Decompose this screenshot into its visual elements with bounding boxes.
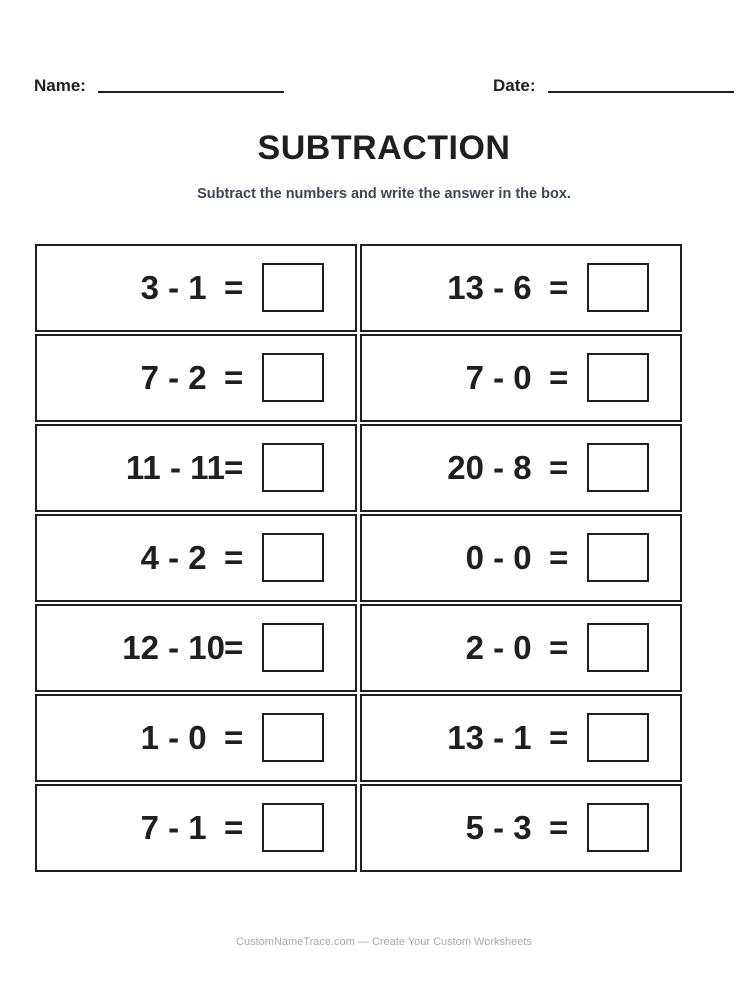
equals-sign: = [549, 719, 569, 756]
answer-box[interactable] [587, 263, 649, 312]
problem-expression: 0 - 0 [465, 539, 550, 576]
problem-expression: 7 - 1 [140, 809, 225, 846]
answer-box[interactable] [587, 713, 649, 762]
problem-cell [35, 244, 357, 332]
problem-cell [360, 334, 682, 422]
page-title: SUBTRACTION [257, 129, 511, 167]
answer-box[interactable] [262, 533, 324, 582]
problem-cell [35, 514, 357, 602]
problem-cell [360, 514, 682, 602]
equals-sign: = [224, 809, 244, 846]
answer-box[interactable] [262, 353, 324, 402]
footer-credit: CustomNameTrace.com — Create Your Custom Worksheets [236, 936, 532, 948]
problem-expression: 7 - 2 [140, 359, 225, 396]
problem-cell [360, 424, 682, 512]
problem-expression: 11 - 11 [125, 449, 225, 486]
name-label: Name: [34, 76, 86, 95]
answer-box[interactable] [262, 623, 324, 672]
problem-cell [35, 784, 357, 872]
date-label: Date: [493, 76, 536, 95]
problem-expression: 1 - 0 [140, 719, 225, 756]
problem-cell [360, 604, 682, 692]
equals-sign: = [224, 719, 244, 756]
problem-cell [35, 334, 357, 422]
equals-sign: = [549, 809, 569, 846]
equals-sign: = [224, 629, 244, 666]
answer-box[interactable] [262, 443, 324, 492]
problem-cell [35, 694, 357, 782]
problem-expression: 2 - 0 [465, 629, 550, 666]
equals-sign: = [224, 449, 244, 486]
answer-box[interactable] [587, 353, 649, 402]
problem-cell [35, 424, 357, 512]
equals-sign: = [549, 269, 569, 306]
equals-sign: = [549, 449, 569, 486]
answer-box[interactable] [587, 803, 649, 852]
name-line[interactable] [98, 91, 284, 93]
instructions: Subtract the numbers and write the answer in the box. [197, 186, 571, 202]
answer-box[interactable] [262, 713, 324, 762]
problem-cell [360, 784, 682, 872]
date-line[interactable] [548, 91, 734, 93]
equals-sign: = [549, 629, 569, 666]
problem-expression: 12 - 10 [122, 629, 225, 666]
answer-box[interactable] [262, 263, 324, 312]
problem-expression: 3 - 1 [140, 269, 225, 306]
problem-cell [360, 694, 682, 782]
answer-box[interactable] [587, 623, 649, 672]
answer-box[interactable] [587, 443, 649, 492]
problem-grid [35, 244, 682, 872]
equals-sign: = [224, 269, 244, 306]
problem-expression: 13 - 6 [447, 269, 550, 306]
date-field [493, 76, 734, 96]
equals-sign: = [549, 539, 569, 576]
problem-expression: 20 - 8 [447, 449, 550, 486]
problem-cell [360, 244, 682, 332]
equals-sign: = [224, 359, 244, 396]
equals-sign: = [549, 359, 569, 396]
problem-expression: 5 - 3 [465, 809, 550, 846]
problem-expression: 7 - 0 [465, 359, 550, 396]
problem-cell [35, 604, 357, 692]
equals-sign: = [224, 539, 244, 576]
answer-box[interactable] [262, 803, 324, 852]
answer-box[interactable] [587, 533, 649, 582]
name-field [34, 76, 284, 96]
problem-expression: 13 - 1 [447, 719, 550, 756]
problem-expression: 4 - 2 [140, 539, 225, 576]
